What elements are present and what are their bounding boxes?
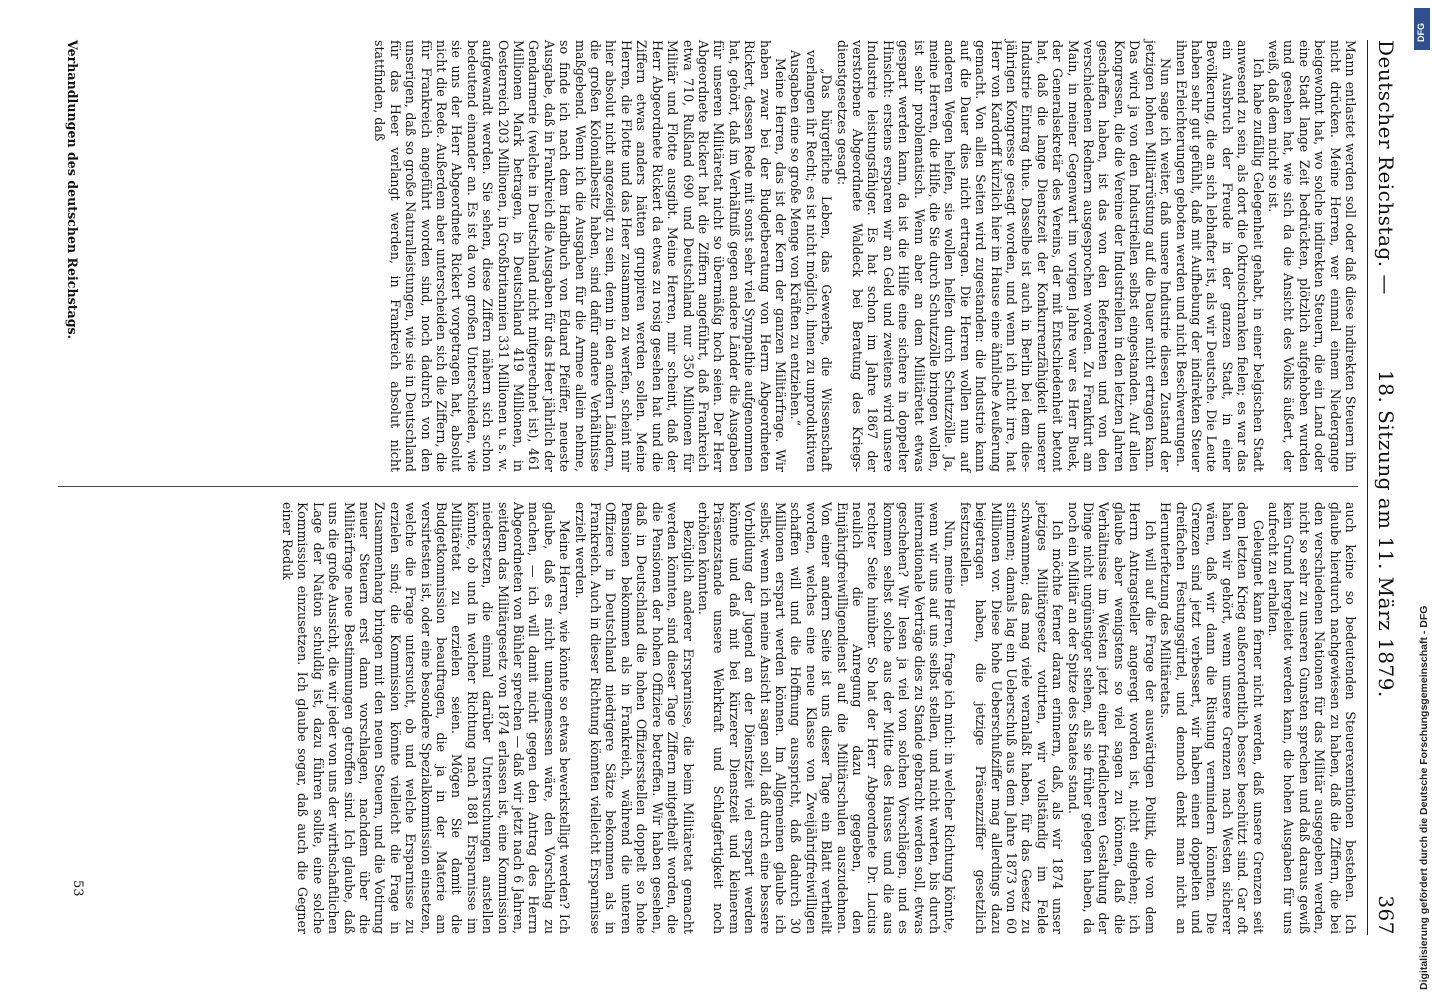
quotation: „Das bürgerliche Leben, das Gewerbe, die Wissenschaft verlangen ihr Recht; es ist nicht möglich, ihnen zu unproduktiven Ausgaben eine so große Menge von Kräften zu entziehen.“ [788,50,835,472]
running-head [1367,40,1402,935]
paragraph: Ich will auf die Frage der auswärtigen Politik, die von dem Herrn Antragsteller angeregt worden ist, nicht eingehen; ich glaube aber wenigstens so viel sagen zu können, daß die Verhältnisse im Westen jetzt einer friedlicheren Gestaltung der Dinge nicht ungünstiger stehen, als sie früher gelegen haben, da noch ein Militär an der Spitze des Staates stand. [1065,502,1158,934]
paragraph: Mann entlastet werden soll oder daß diese indirekten Steuern ihn nicht drücken. Meine Herren, wer einmal einem Niedergange beigewohnt hat, wo solche indirekten Steuern, die ein Land oder eine Stadt lange Zeit bedrückten, plötzlich aufgehoben wurden und gesehen hat, wie sich da die Ansicht des Volks äußert, der weiß, daß dem nicht so ist. [1265,40,1358,472]
paragraph: Meine Herren, wie könnte so etwas bewerkstelligt werden? Ich glaube, daß es nicht unangemessen wäre, den Vorschlag zu machen, — ich will damit nicht gegen den Antrag des Herrn Abgeordneten von Bühler sprechen — daß wir jetzt nach 6 Jahren, seitdem das Militärgesetz von 1874 erlassen ist, eine Kommission niedersetzen, die einmal darüber Untersuchungen anstellen könnte, ob und in welcher Richtung nach 1881 Ersparnisse im Militäretat zu erzielen seien. Mögen Sie damit die Budgetkommission beauftragen, die ja in der Materie am versirtesten ist, oder eine besondere Spezialkommission einsetzen, welche die Frage untersucht, ob und welche Ersparnisse zu erzielen sind; die Kommission könnte vielleicht die Frage in Zusammenhang bringen mit den neuen Steuern, und die Votirung neuer Steuern erst dann vorschlagen, nachdem über die Militärfrage neue Bestimmungen getroffen sind. Ich glaube, daß uns die große Aussicht, die wir jeder von uns der wirthschaftlichen Lage der Nation schuldig ist, dazu führen sollte, eine solche Kommission einzusetzen. Ich glaube sogar, daß auch die Gegner einer Reduk [279,502,573,934]
digitization-credit: Digitalisierung gefördert durch die Deutsche Forschungsgemeinschaft - DFG [1418,605,1430,990]
paragraph: auch keine so bedeutenden Steuerexemtionen bestehen. Ich glaube hierdurch nachgewiesen zu haben, daß die Ziffern, die bei den verschiedenen Nationen für das Militär ausgegeben werden, nicht so sehr zu unseren Gunsten sprechen und daß daraus gewiß kein Grund hergeleitet werden kann, die hohen Ausgaben für uns aufrecht zu erhalten. [1265,502,1358,934]
paragraph: Geleugnet kann ferner nicht werden, daß unsere Grenzen seit dem letzten Krieg außerordentlich besser beschützt sind. Gar oft haben wir gehört, wenn unsere Grenzen nach Westen sicherer wären, daß wir dann die Rüstung vermindern könnten. Die Grenzen sind jetzt verbessert, wir haben einen doppelten und dreifachen Festungsgürtel, und dennoch denkt man nicht an Herunterfetzung des Militäretats. [1158,502,1266,934]
paragraph: Ich habe zufällig Gelegenheit gehabt, in einer belgischen Stadt anwesend zu sein, als dort die Oktroischranken fielen; es war das ein Ausbruch der Freude in der ganzen Stadt, in einer Bevölkerung, die an sich lebhafter ist, als wir Deutsche. Die Leute haben sehr gut gefühlt, daß mit Aufhebung der indirekten Steuer ihnen Erleichterungen geboten werden und nicht Beschwerungen. [1173,40,1266,472]
dfg-logo-text: DFG [1416,23,1426,42]
paragraph: Bezüglich anderer Ersparnisse, die beim Militäretat gemacht werden könnten, sind dieser Tage Ziffern mitgetheilt worden, die die Pensionen der hohen Offiziere betreffen. Wir haben gesehen, daß in Deutschland die hohen Offiziersstellen doppelt so hohe Pensionen bekommen als in Frankreich, während die unteren Offiziere in Deutschland niedrigere Sätze bekommen als in Frankreich. Auch in dieser Richtung könnten vielleicht Ersparnisse erzielt werden. [572,502,696,934]
scanned-page [30,20,1410,955]
footer-title: Verhandlungen des deutschen Reichstags. [65,40,80,339]
left-column [372,40,1358,472]
running-head-title: Deutscher Reichstag. — [1374,40,1398,296]
dfg-logo [1414,8,1430,50]
running-head-session: 18. Sitzung am 11. März 1879. [1374,370,1398,698]
right-column [280,502,1358,934]
paragraph: Ich möchte ferner daran erinnern, daß, als wir 1874 unser jetziges Militärgesetz votirten, wir vollständig im Felde schwammen; das mag viele veranlaßt haben, für das Gesetz zu stimmen; damals lag ein Ueberschuß aus dem Jahre 1873 von 60 Millionen vor. Diese hohe Ueberschußziffer mag allerdings dazu beigetragen haben, die jetzige Präsenzziffer gesetzlich festzustellen. [957,502,1066,934]
column-divider [58,486,1358,487]
signature-mark: 53 [70,880,85,897]
paragraph: Nun sage ich weiter, daß unsere Industrie diesen Zustand der jetzigen hohen Militärrüstung auf die Dauer nicht ertragen kann. Das wird ja von den Industriellen selbst eingestanden. Auf allen Kongressen, die die Vereine der Industriellen in den letzten Jahren geschaffen haben, ist das von den Referenten und von den verschiedenen Rednern ausgesprochen worden. Zu Frankfurt am Main, in meiner Gegenwart im vorigen Jahre war es Herr Buek, der Generalsekretär des Vereins, der mit Entschiedenheit betont hat, daß die lange Dienstzeit der Konkurrenzfähigkeit unserer Industrie Eintrag thue. Dasselbe ist auch in Berlin bei dem diesjährigen Kongresse gesagt worden, und wenn ich nicht irre, hat Herr von Kardorff kürzlich hier im Hause eine ähnliche Aeußerung gemacht. Von allen Seiten wird zugestanden: die Industrie kann auf die Dauer dies nicht ertragen. Die Herren wollen nun auf anderen Wegen helfen, sie wollen helfen durch Schutzzölle. Ja, meine Herren, die Hilfe, die Sie durch Schutzzölle bringen wollen, ist sehr problematisch. Wenn aber an dem Militäretat etwas gespart werden kann, da ist die Hilfe eine sichere in doppelter Hinsicht: erstens ersparen wir an Geld und zweitens wird unsere Industrie leistungsfähiger. Es hat schon im Jahre 1867 der verstorbene Abgeordnete Waldeck bei Beratung des Kriegsdienstgesetzes gesagt: [834,40,1174,472]
page-number: 367 [1374,895,1398,935]
paragraph: Meine Herren, das ist der Kern der ganzen Militärfrage. Wir haben zwar bei der Budgetberatung von Herrn Abgeordneten Rickert, dessen Rede mit sonst sehr viel Sympathie aufgenommen hat, gehört, daß im Verhältniß gegen andere Länder die Ausgaben für unseren Militäretat nicht so übermäßig hoch seien. Der Herr Abgeordnete Rickert hat die Ziffern angeführt, daß Frankreich etwa 710, Rußland 690 und Deutschland nur 350 Millionen für Militär und Flotte ausgibt. Meine Herren, mir scheint, daß der Herr Abgeordnete Rickert da etwas zu rosig gesehen hat und die Ziffern etwas anders hätten gruppiren werden sollen. Meine Herren, die Flotte und das Heer zusammen zu werfen, scheint mir hier absolut nicht angezeigt zu sein, denn in den andern Ländern, die großen Kolonialbesitz haben, sind dafür andere Verhältnisse maßgebend. Wenn ich die Ausgaben für die Armee allein nehme, so finde ich nach dem Handbuch von Eduard Pfeiffer, neueste Ausgabe, daß in Frankreich die Ausgaben für das Heer jährlich der Gendarmerie (welche in Deutschland nicht mitgerechnet ist), 461 Millionen Mark betragen, in Deutschland 419 Millionen, in Oesterreich 203 Millionen, in Großbritannien 331 Millionen u. s. w. aufgewandt werden. Sie sehen, diese Ziffern nähern sich schon bedeutend einander an. Es ist da von großen Unterschieden, wie sie uns der Herr Abgeordnete Rickert vorgetragen hat, absolut nicht die Rede. Außerdem aber unterscheiden sich die Ziffern, die für Frankreich angeführt worden sind, noch dadurch von den unserigen, daß so große Naturalleistungen, wie sie in Deutschland für das Heer verlangt werden, in Frankreich absolut nicht stattfinden, daß [372,40,788,472]
paragraph: Nun, meine Herren, frage ich mich: in welcher Richtung könnte, wenn wir uns auf uns selbst stellen, und nicht warten, bis durch internationale Verträge dies zu Stande gebracht werden soll, etwas geschehen? Wir lesen ja viel von solchen Vorschlägen, und es kommen selbst solche aus der Mitte des Hauses und die aus rechter Seite hinüber. So hat der Herr Abgeordnete Dr. Lucius neulich die Anregung dazu gegeben, den Einjährigfreiwilligendienst auf die Militärschulen auszudehnen. Von einer andern Seite ist uns dieser Tage ein Blatt vertheilt worden, welches eine neue Klasse von Zweijährigfreiwilligen schaffen will und die Hoffnung ausspricht, daß dadurch 30 Millionen erspart werden können. Im Allgemeinen glaube ich selbst, wenn ich meine Ansicht sagen soll, daß durch eine bessere Vorbildung der Jugend an der Dienstzeit viel erspart werden könnte und daß mit bei kürzerer Dienstzeit und kleinerem Präsenzstande unsere Wehrkraft und Schlagfertigkeit noch erhöhen könnten. [695,502,958,934]
